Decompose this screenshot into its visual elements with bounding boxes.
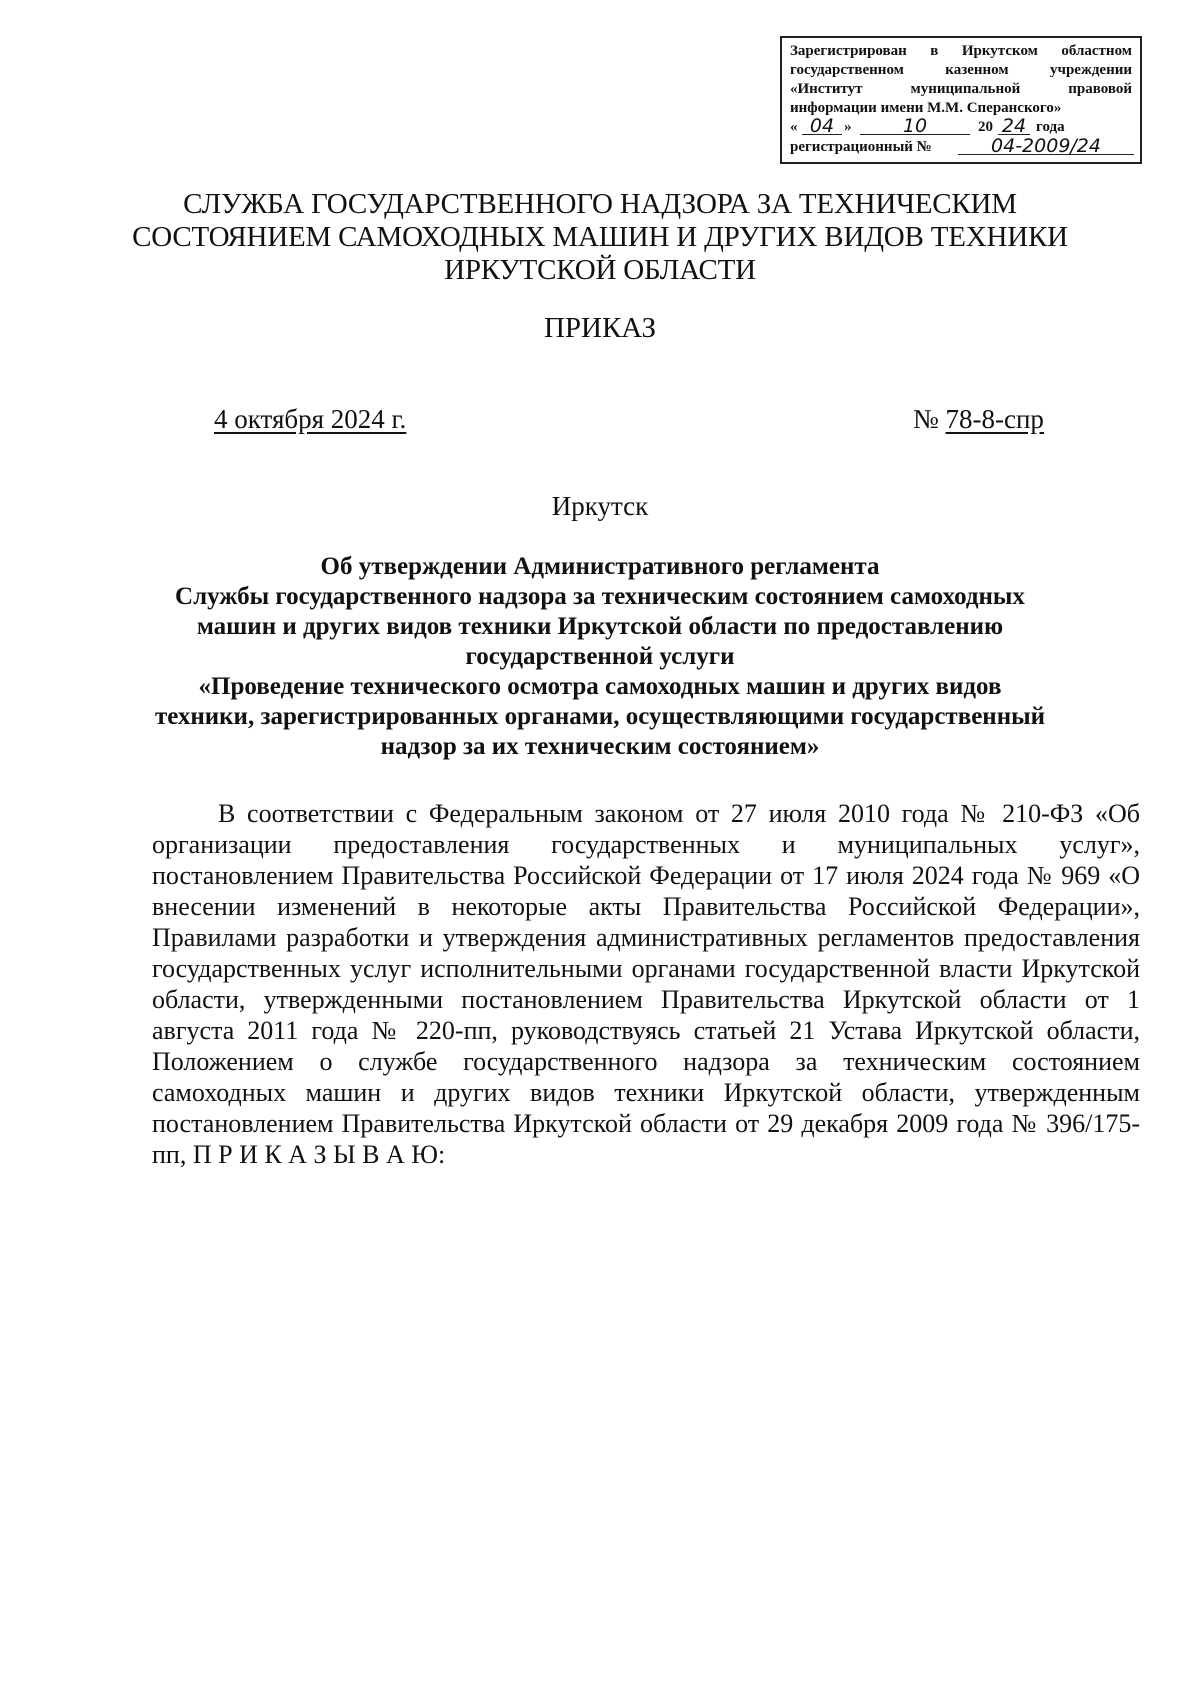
subject-line: Службы государственного надзора за техническим состоянием самоходных: [175, 583, 1025, 610]
subject-line: надзор за их техническим состоянием»: [380, 733, 820, 760]
agency-line: СЛУЖБА ГОСУДАРСТВЕННОГО НАДЗОРА ЗА ТЕХНИЧЕСКИМ: [183, 188, 1017, 220]
stamp-month-handwritten: 10: [860, 118, 970, 135]
registration-stamp: [780, 36, 1142, 164]
stamp-year-handwritten: 24: [998, 118, 1030, 135]
stamp-reg-number-handwritten: 04-2009/24: [958, 138, 1134, 155]
order-number-value: 78-8-спр: [945, 404, 1044, 434]
stamp-line-4: информации имени М.М. Сперанского»: [790, 100, 1062, 116]
stamp-line-2: государственном казенном учреждении: [790, 62, 1132, 78]
subject-line: техники, зарегистрированных органами, осуществляющими государственный: [154, 703, 1046, 730]
agency-name: [0, 188, 1200, 287]
stamp-day-handwritten: 04: [802, 118, 842, 135]
agency-line: ИРКУТСКОЙ ОБЛАСТИ: [444, 254, 756, 286]
subject-line: машин и других видов техники Иркутской области по предоставлению: [196, 613, 1004, 640]
stamp-year-word: года: [1036, 119, 1065, 135]
agency-line: СОСТОЯНИЕМ САМОХОДНЫХ МАШИН И ДРУГИХ ВИДОВ ТЕХНИКИ: [132, 221, 1068, 253]
subject-line: «Проведение технического осмотра самоходных машин и других видов: [198, 673, 1002, 700]
stamp-line-3: «Институт муниципальной правовой: [790, 81, 1132, 97]
order-number-prefix: №: [913, 404, 939, 434]
stamp-reg-line: [790, 135, 1132, 158]
document-type: ПРИКАЗ: [543, 312, 657, 344]
order-date: 4 октября 2024 г.: [214, 404, 407, 434]
subject-line: Об утверждении Административного регламента: [320, 553, 880, 580]
stamp-year-prefix: 20: [978, 119, 993, 135]
subject-line: государственной услуги: [465, 643, 735, 670]
stamp-quote-open: «: [790, 119, 798, 135]
stamp-quote-close: »: [844, 119, 852, 135]
city: Иркутск: [551, 491, 649, 521]
stamp-line-1: Зарегистрирован в Иркутском областном: [790, 43, 1132, 59]
stamp-reg-label: регистрационный №: [790, 139, 932, 155]
body-paragraph: В соответствии с Федеральным законом от 27 июля 2010 года № 210-ФЗ «Об организации предоставления государственных и муниципальных услуг», постановлением Правительства Российской Федерации от 17 июля 2024 года № 969 «О внесении изменений в некоторые акты Правительства Российской Федерации», Правилами разработки и утверждения административных регламентов предоставления государственных услуг исполнительными органами государственной власти Иркутской области, утвержденными постановлением Правительства Иркутской области от 1 августа 2011 года № 220-пп, руководствуясь статьей 21 Устава Иркутской области, Положением о службе государственного надзора за техническим состоянием самоходных машин и других видов техники Иркутской области, утвержденным постановлением Правительства Иркутской области от 29 декабря 2009 года № 396/175-пп, П Р И К А З Ы В А Ю:: [152, 799, 1140, 1169]
order-body: [152, 798, 1140, 1170]
order-number: [913, 404, 1044, 435]
order-subject: [0, 552, 1200, 762]
